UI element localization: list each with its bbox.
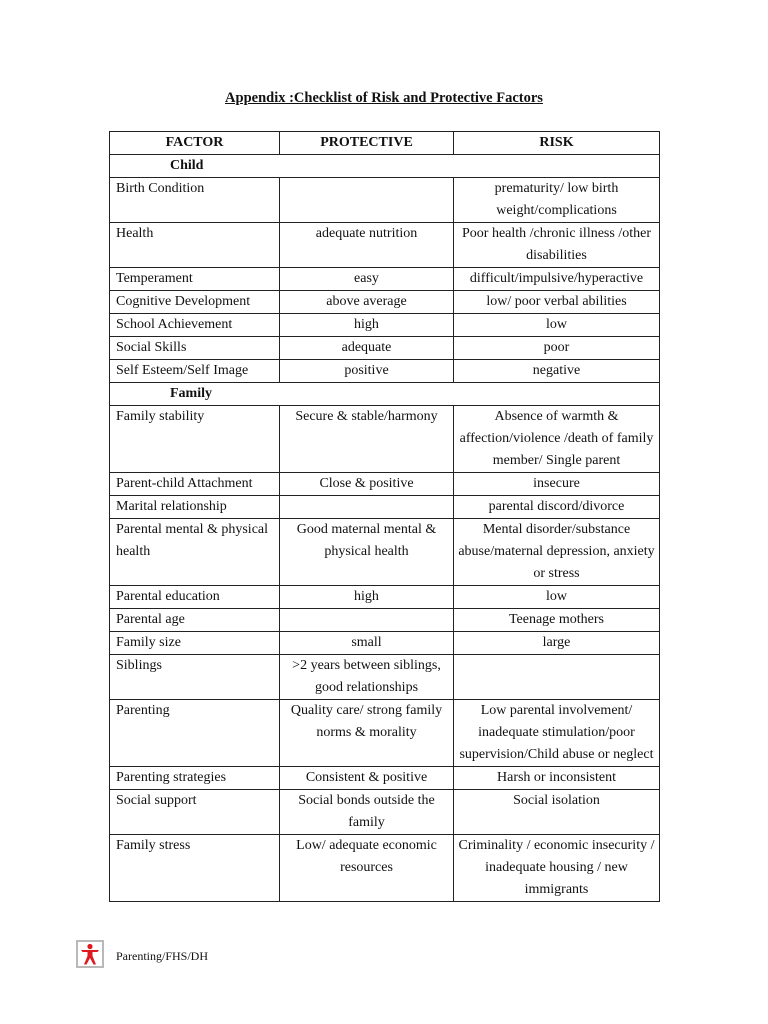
risk-cell — [454, 655, 660, 700]
protective-cell — [280, 496, 454, 519]
protective-cell: small — [280, 632, 454, 655]
protective-cell: Low/ adequate economic resources — [280, 835, 454, 902]
table-row — [110, 223, 660, 268]
table-row — [110, 360, 660, 383]
factor-cell: Parental age — [110, 609, 280, 632]
protective-cell: high — [280, 314, 454, 337]
table-header-row — [110, 132, 660, 155]
risk-cell: Poor health /chronic illness /other disabilities — [454, 223, 660, 268]
factor-cell: School Achievement — [110, 314, 280, 337]
protective-cell: Close & positive — [280, 473, 454, 496]
table-row — [110, 268, 660, 291]
table-row — [110, 519, 660, 586]
risk-cell: negative — [454, 360, 660, 383]
section-label: Family — [110, 383, 660, 406]
table-row — [110, 835, 660, 902]
header-factor: FACTOR — [110, 132, 280, 155]
section-row — [110, 383, 660, 406]
header-protective: PROTECTIVE — [280, 132, 454, 155]
table-row — [110, 406, 660, 473]
protective-cell: high — [280, 586, 454, 609]
factor-cell: Birth Condition — [110, 178, 280, 223]
factor-cell: Self Esteem/Self Image — [110, 360, 280, 383]
risk-cell: Social isolation — [454, 790, 660, 835]
protective-cell: >2 years between siblings, good relationships — [280, 655, 454, 700]
protective-cell: Good maternal mental & physical health — [280, 519, 454, 586]
risk-cell: Teenage mothers — [454, 609, 660, 632]
table-row — [110, 700, 660, 767]
risk-cell: parental discord/divorce — [454, 496, 660, 519]
table-body — [110, 155, 660, 902]
risk-cell: poor — [454, 337, 660, 360]
header-risk: RISK — [454, 132, 660, 155]
footer — [76, 940, 208, 968]
protective-cell: Quality care/ strong family norms & morality — [280, 700, 454, 767]
checklist-table — [109, 131, 660, 902]
risk-cell: prematurity/ low birth weight/complications — [454, 178, 660, 223]
factor-cell: Siblings — [110, 655, 280, 700]
protective-cell: adequate nutrition — [280, 223, 454, 268]
page-title: Appendix :Checklist of Risk and Protective Factors — [225, 90, 543, 106]
factor-cell: Parent-child Attachment — [110, 473, 280, 496]
table-row — [110, 473, 660, 496]
table-row — [110, 632, 660, 655]
factor-cell: Family stress — [110, 835, 280, 902]
risk-cell: insecure — [454, 473, 660, 496]
factor-cell: Parenting strategies — [110, 767, 280, 790]
protective-cell: Social bonds outside the family — [280, 790, 454, 835]
risk-cell: large — [454, 632, 660, 655]
factor-cell: Family stability — [110, 406, 280, 473]
risk-cell: low — [454, 314, 660, 337]
risk-cell: Criminality / economic insecurity / inadequate housing / new immigrants — [454, 835, 660, 902]
protective-cell: easy — [280, 268, 454, 291]
section-label: Child — [110, 155, 660, 178]
factor-cell: Social support — [110, 790, 280, 835]
table-row — [110, 586, 660, 609]
section-row — [110, 155, 660, 178]
factor-cell: Parental education — [110, 586, 280, 609]
protective-cell: Consistent & positive — [280, 767, 454, 790]
risk-cell: Low parental involvement/ inadequate stimulation/poor supervision/Child abuse or neglect — [454, 700, 660, 767]
risk-cell: Absence of warmth & affection/violence /death of family member/ Single parent — [454, 406, 660, 473]
factor-cell: Temperament — [110, 268, 280, 291]
risk-cell: Harsh or inconsistent — [454, 767, 660, 790]
factor-cell: Social Skills — [110, 337, 280, 360]
protective-cell — [280, 609, 454, 632]
factor-cell: Parental mental & physical health — [110, 519, 280, 586]
table-row — [110, 178, 660, 223]
table-row — [110, 790, 660, 835]
table-row — [110, 291, 660, 314]
risk-cell: low — [454, 586, 660, 609]
table-row — [110, 655, 660, 700]
footer-text: Parenting/FHS/DH — [116, 948, 209, 963]
table-row — [110, 496, 660, 519]
risk-cell: difficult/impulsive/hyperactive — [454, 268, 660, 291]
factor-cell: Marital relationship — [110, 496, 280, 519]
factor-cell: Cognitive Development — [110, 291, 280, 314]
factor-cell: Health — [110, 223, 280, 268]
factor-cell: Family size — [110, 632, 280, 655]
table-row — [110, 767, 660, 790]
table-row — [110, 609, 660, 632]
protective-cell: Secure & stable/harmony — [280, 406, 454, 473]
person-figure-icon — [76, 940, 104, 968]
protective-cell — [280, 178, 454, 223]
risk-cell: low/ poor verbal abilities — [454, 291, 660, 314]
protective-cell: above average — [280, 291, 454, 314]
factor-cell: Parenting — [110, 700, 280, 767]
table-row — [110, 337, 660, 360]
protective-cell: positive — [280, 360, 454, 383]
table-row — [110, 314, 660, 337]
protective-cell: adequate — [280, 337, 454, 360]
risk-cell: Mental disorder/substance abuse/maternal depression, anxiety or stress — [454, 519, 660, 586]
